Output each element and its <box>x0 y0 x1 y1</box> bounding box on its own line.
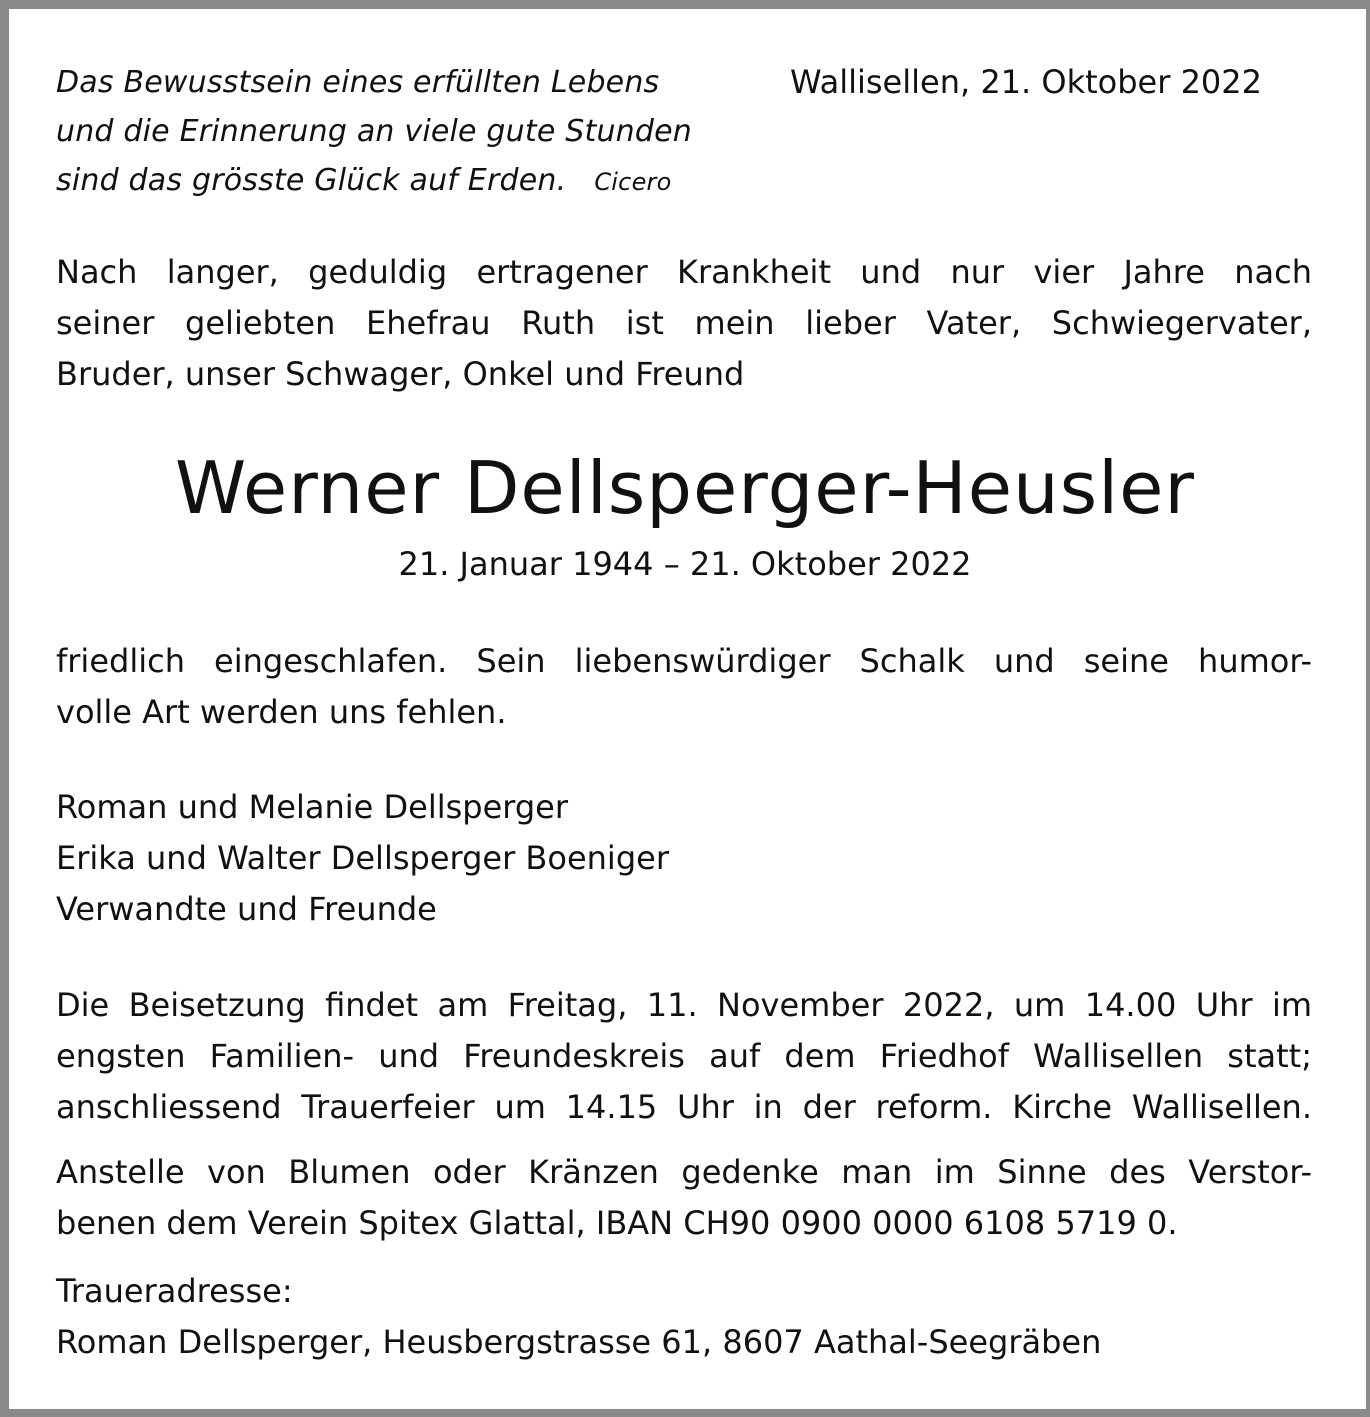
family-member: Verwandte und Freunde <box>56 890 437 928</box>
life-dates: 21. Januar 1944 – 21. Oktober 2022 <box>398 545 972 583</box>
mourning-address <box>56 1266 1101 1368</box>
donation-line: benen dem Verein Spitex Glattal, IBAN CH90 0900 0000 6108 5719 0. <box>56 1204 1178 1242</box>
motto-author: Cicero <box>594 168 672 196</box>
intro-line: Bruder, unser Schwager, Onkel und Freund <box>56 355 745 393</box>
burial-line: Die Beisetzung findet am Freitag, 11. November 2022, um 14.00 Uhr im <box>56 986 1312 1024</box>
intro-line: seiner geliebten Ehefrau Ruth ist mein lieber Vater, Schwiegervater, <box>56 304 1312 342</box>
deceased-name: Werner Dellsperger-Heusler <box>174 446 1196 530</box>
motto-line: Das Bewusstsein eines erfüllten Lebens <box>56 65 660 100</box>
family-list <box>56 782 669 935</box>
motto-quote <box>56 58 692 207</box>
after-paragraph <box>56 636 1312 738</box>
after-line: friedlich eingeschlafen. Sein liebenswürdiger Schalk und seine humor- <box>56 642 1312 680</box>
motto-line: und die Erinnerung an viele gute Stunden <box>56 114 692 149</box>
address-value: Roman Dellsperger, Heusbergstrasse 61, 8607 Aathal-Seegräben <box>56 1323 1102 1361</box>
burial-line: anschliessend Trauerfeier um 14.15 Uhr in der reform. Kirche Wallisellen. <box>56 1088 1312 1126</box>
family-member: Roman und Melanie Dellsperger <box>56 788 569 826</box>
burial-line: engsten Familien- und Freundeskreis auf dem Friedhof Wallisellen statt; <box>56 1037 1312 1075</box>
donation-line: Anstelle von Blumen oder Kränzen gedenke man im Sinne des Verstor- <box>56 1153 1312 1191</box>
address-label: Traueradresse: <box>56 1272 293 1310</box>
donation-paragraph <box>56 1147 1312 1249</box>
family-member: Erika und Walter Dellsperger Boeniger <box>56 839 669 877</box>
motto-line: sind das grösste Glück auf Erden. <box>56 163 567 198</box>
intro-paragraph <box>56 247 1312 400</box>
burial-paragraph <box>56 980 1312 1133</box>
after-line: volle Art werden uns fehlen. <box>56 693 507 731</box>
place-date: Wallisellen, 21. Oktober 2022 <box>790 63 1262 101</box>
motto-line-with-author <box>56 156 692 207</box>
intro-line: Nach langer, geduldig ertragener Krankheit und nur vier Jahre nach <box>56 253 1312 291</box>
